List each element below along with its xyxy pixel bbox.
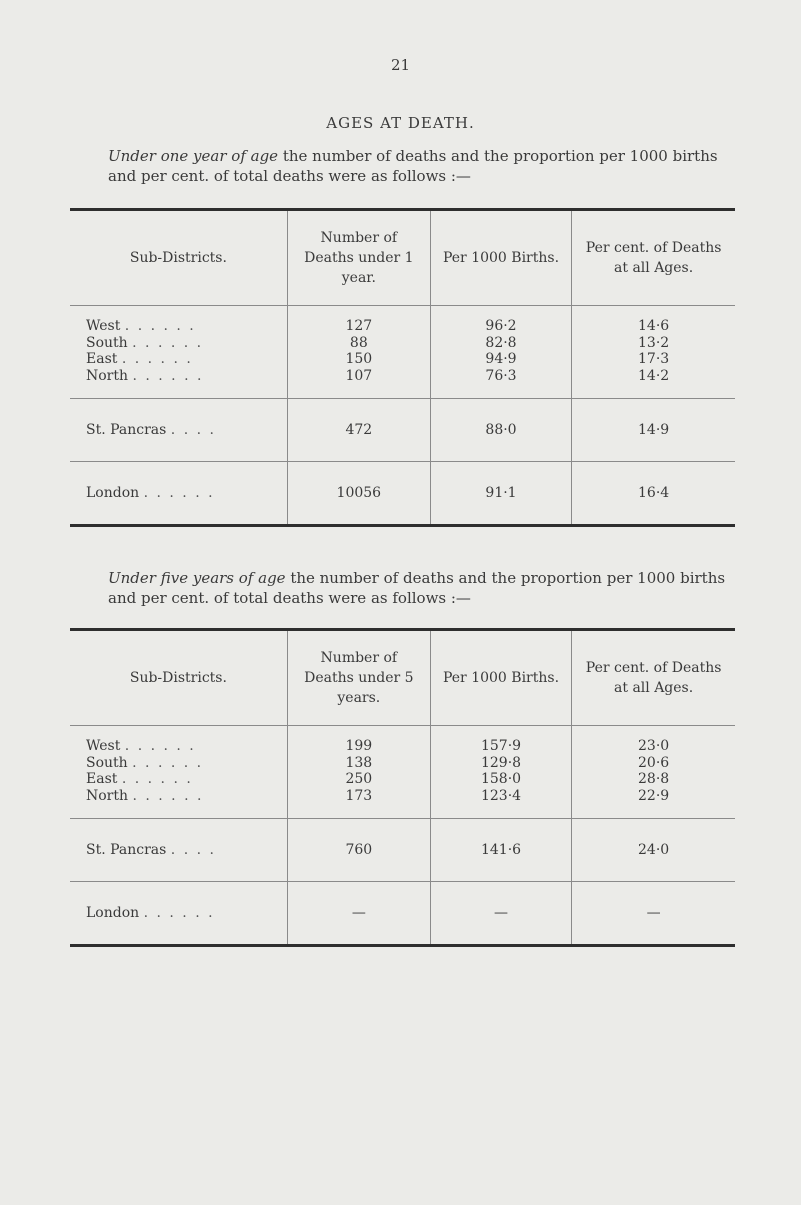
per-cent-all-ages: — bbox=[572, 882, 735, 946]
leader-dots: . . . . . . bbox=[143, 904, 215, 921]
per-1000-births: 91·1 bbox=[430, 462, 571, 526]
table-row bbox=[70, 335, 735, 352]
leader-dots: . . . . . . bbox=[132, 334, 204, 351]
header-per-1000-births: Per 1000 Births. bbox=[430, 210, 571, 306]
section2-intro-lead: Under five years of age bbox=[108, 569, 286, 587]
leader-dots: . . . . . . bbox=[132, 754, 204, 771]
district-label: South bbox=[86, 754, 128, 771]
leader-dots: . . . . bbox=[170, 421, 216, 438]
page-number: 21 bbox=[390, 56, 411, 74]
district-label: East bbox=[86, 771, 118, 787]
per-1000-births: 157·9 bbox=[430, 726, 571, 755]
sub-district-name bbox=[70, 771, 287, 788]
header-sub-districts: Sub-Districts. bbox=[70, 210, 287, 306]
sub-district-name bbox=[70, 306, 287, 335]
section1-intro-text: the number of deaths and the proportion per 1000 births and per cent. of total deaths were as follows :— bbox=[108, 147, 718, 185]
district-label: West bbox=[86, 318, 121, 334]
per-cent-all-ages: 17·3 bbox=[572, 351, 735, 368]
per-cent-all-ages: 16·4 bbox=[572, 462, 735, 526]
per-1000-births: 158·0 bbox=[430, 771, 571, 788]
district-label: North bbox=[86, 367, 129, 384]
district-label: London bbox=[86, 904, 140, 921]
deaths-count: 472 bbox=[287, 399, 430, 462]
per-cent-all-ages: 23·0 bbox=[572, 726, 735, 755]
deaths-count: 199 bbox=[287, 726, 430, 755]
deaths-count: — bbox=[287, 882, 430, 946]
per-1000-births: 96·2 bbox=[430, 306, 571, 335]
district-label: South bbox=[86, 334, 128, 351]
per-cent-all-ages: 22·9 bbox=[572, 788, 735, 819]
leader-dots: . . . . . . bbox=[132, 787, 204, 804]
leader-dots: . . . . . . bbox=[121, 351, 193, 367]
header-number-of-deaths: Number of Deaths under 5 years. bbox=[287, 630, 430, 726]
header-per-cent-deaths: Per cent. of Deaths at all Ages. bbox=[572, 210, 735, 306]
table-row bbox=[70, 755, 735, 772]
header-per-cent-deaths: Per cent. of Deaths at all Ages. bbox=[572, 630, 735, 726]
under-one-year-table bbox=[70, 208, 735, 527]
sub-district-name bbox=[70, 335, 287, 352]
sub-district-name bbox=[70, 755, 287, 772]
district-label: North bbox=[86, 787, 129, 804]
total-row-st-pancras bbox=[70, 399, 735, 462]
leader-dots: . . . . . . bbox=[121, 771, 193, 787]
header-per-1000-births: Per 1000 Births. bbox=[430, 630, 571, 726]
district-label: East bbox=[86, 351, 118, 367]
per-1000-births: — bbox=[430, 882, 571, 946]
header-number-of-deaths: Number of Deaths under 1 year. bbox=[287, 210, 430, 306]
leader-dots: . . . . . . bbox=[143, 484, 215, 501]
district-label: St. Pancras bbox=[86, 421, 167, 438]
table-row bbox=[70, 306, 735, 335]
section1-intro bbox=[108, 146, 738, 186]
page-title: AGES AT DEATH. bbox=[326, 114, 475, 132]
section2-intro-text: the number of deaths and the proportion per 1000 births and per cent. of total deaths were as follows :— bbox=[108, 569, 726, 607]
per-1000-births: 76·3 bbox=[430, 368, 571, 399]
deaths-count: 10056 bbox=[287, 462, 430, 526]
total-row-st-pancras bbox=[70, 819, 735, 882]
sub-district-name bbox=[70, 882, 287, 946]
per-1000-births: 141·6 bbox=[430, 819, 571, 882]
deaths-count: 88 bbox=[287, 335, 430, 352]
district-label: West bbox=[86, 738, 121, 754]
district-label: London bbox=[86, 484, 140, 501]
header-sub-districts: Sub-Districts. bbox=[70, 630, 287, 726]
per-cent-all-ages: 24·0 bbox=[572, 819, 735, 882]
deaths-count: 107 bbox=[287, 368, 430, 399]
per-cent-all-ages: 14·2 bbox=[572, 368, 735, 399]
total-row-london bbox=[70, 882, 735, 946]
table-row bbox=[70, 368, 735, 399]
table-header-row bbox=[70, 630, 735, 726]
per-cent-all-ages: 20·6 bbox=[572, 755, 735, 772]
total-row-london bbox=[70, 462, 735, 526]
section1-intro-lead: Under one year of age bbox=[108, 147, 279, 165]
district-label: St. Pancras bbox=[86, 841, 167, 858]
leader-dots: . . . . bbox=[170, 841, 216, 858]
deaths-count: 760 bbox=[287, 819, 430, 882]
per-1000-births: 123·4 bbox=[430, 788, 571, 819]
deaths-count: 150 bbox=[287, 351, 430, 368]
leader-dots: . . . . . . bbox=[132, 367, 204, 384]
sub-district-name bbox=[70, 399, 287, 462]
per-cent-all-ages: 14·9 bbox=[572, 399, 735, 462]
sub-district-name bbox=[70, 819, 287, 882]
sub-district-name bbox=[70, 368, 287, 399]
table-row bbox=[70, 726, 735, 755]
per-cent-all-ages: 28·8 bbox=[572, 771, 735, 788]
table-row bbox=[70, 351, 735, 368]
deaths-count: 250 bbox=[287, 771, 430, 788]
sub-district-name bbox=[70, 726, 287, 755]
per-1000-births: 129·8 bbox=[430, 755, 571, 772]
sub-district-name bbox=[70, 788, 287, 819]
per-1000-births: 94·9 bbox=[430, 351, 571, 368]
per-cent-all-ages: 13·2 bbox=[572, 335, 735, 352]
per-1000-births: 82·8 bbox=[430, 335, 571, 352]
table-row bbox=[70, 771, 735, 788]
section2-intro bbox=[108, 568, 738, 608]
leader-dots: . . . . . . bbox=[124, 318, 196, 334]
table-row bbox=[70, 788, 735, 819]
deaths-count: 127 bbox=[287, 306, 430, 335]
table-header-row bbox=[70, 210, 735, 306]
deaths-count: 173 bbox=[287, 788, 430, 819]
under-five-years-table bbox=[70, 628, 735, 947]
sub-district-name bbox=[70, 351, 287, 368]
leader-dots: . . . . . . bbox=[124, 738, 196, 754]
sub-district-name bbox=[70, 462, 287, 526]
per-cent-all-ages: 14·6 bbox=[572, 306, 735, 335]
deaths-count: 138 bbox=[287, 755, 430, 772]
per-1000-births: 88·0 bbox=[430, 399, 571, 462]
